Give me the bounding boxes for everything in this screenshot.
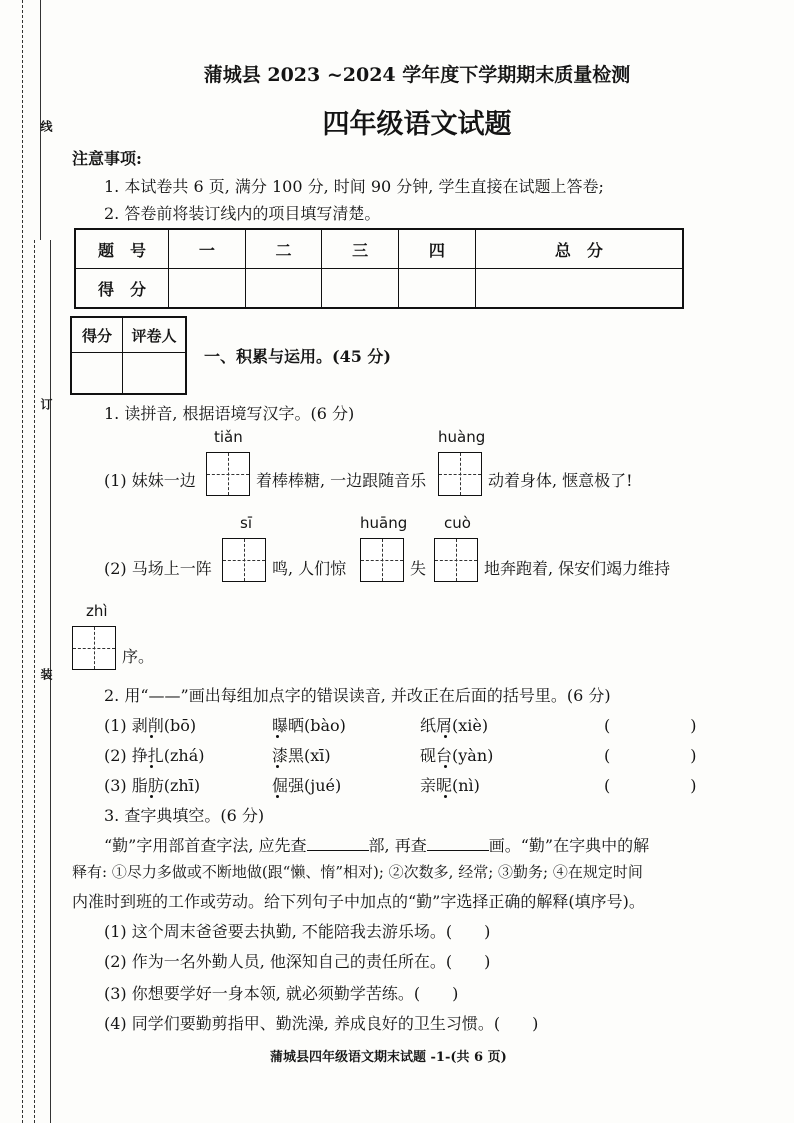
emphasis-dot	[276, 765, 279, 768]
q3-item-2: (2) 作为一名外勤人员, 他深知自己的责任所在。( )	[104, 952, 491, 971]
tianzige-box[interactable]	[206, 452, 250, 496]
score-table-col: 一	[169, 229, 246, 269]
tianzige-box[interactable]	[438, 452, 482, 496]
q3-line1-c: 画。“勤”在字典中的解	[488, 836, 650, 855]
grader-table	[70, 316, 187, 395]
q3-blank-strokes[interactable]	[427, 836, 489, 851]
q1-s1-part1: (1) 妹妹一边	[104, 471, 196, 490]
score-table-col: 总 分	[475, 229, 683, 269]
score-cell[interactable]	[169, 269, 246, 309]
q1-prompt: 1. 读拼音, 根据语境写汉字。(6 分)	[104, 404, 355, 423]
q1-s1-part3: 动着身体, 惬意极了!	[488, 471, 633, 490]
score-table-score-row	[75, 269, 683, 309]
section1-title: 一、积累与运用。(45 分)	[204, 347, 391, 366]
score-table-header-row	[75, 229, 683, 269]
paper-title: 四年级语文试题	[322, 109, 512, 140]
score-table-col: 二	[245, 229, 322, 269]
q3-item-4: (4) 同学们要勤剪指甲、勤洗澡, 养成良好的卫生习惯。( )	[104, 1014, 539, 1033]
binding-label-zhuang: 装	[39, 668, 53, 680]
q2-prompt: 2. 用“——”画出每组加点字的错误读音, 并改正在后面的括号里。(6 分)	[104, 686, 611, 705]
q2-row3-a: (3) 脂肪(zhī)	[104, 776, 201, 795]
q2-row1-b: 曝晒(bào)	[272, 716, 346, 735]
pinyin-zhi: zhì	[86, 602, 108, 620]
score-cell[interactable]	[475, 269, 683, 309]
q1-s2-part2: 鸣, 人们惊	[272, 559, 347, 578]
exam-title: 蒲城县 2023 ~2024 学年度下学期期末质量检测	[203, 64, 631, 86]
tianzige-box[interactable]	[434, 538, 478, 582]
notes-heading: 注意事项:	[72, 149, 142, 168]
binding-label-line: 线	[39, 120, 53, 132]
q2-row3-b: 倔强(jué)	[272, 776, 342, 795]
grader-name-cell[interactable]	[123, 353, 187, 395]
emphasis-dot	[276, 795, 279, 798]
binding-solid-line-lower	[50, 240, 51, 1123]
pinyin-huang2: huāng	[360, 514, 408, 532]
pinyin-si: sī	[240, 514, 252, 532]
notes-item-1: 1. 本试卷共 6 页, 满分 100 分, 时间 90 分钟, 学生直接在试题上答卷;	[104, 177, 604, 196]
q1-s1-part2: 着棒棒糖, 一边跟随音乐	[256, 471, 427, 490]
grader-score-label: 得分	[71, 317, 123, 353]
score-table-row-label: 题 号	[75, 229, 169, 269]
q1-s2-part1: (2) 马场上一阵	[104, 559, 212, 578]
notes-item-2: 2. 答卷前将装订线内的项目填写清楚。	[104, 204, 381, 223]
score-table-col: 四	[399, 229, 476, 269]
q1-s2-part4: 地奔跑着, 保安们竭力维持	[484, 559, 671, 578]
q2-row2-c: 砚台(yàn)	[420, 746, 494, 765]
q2-answer-bracket[interactable]: ( )	[604, 716, 697, 735]
q3-blank-radical[interactable]	[307, 836, 369, 851]
emphasis-dot	[150, 735, 153, 738]
q3-line1-b: 部, 再查	[368, 836, 427, 855]
score-cell[interactable]	[245, 269, 322, 309]
q2-row1-c: 纸屑(xiè)	[420, 716, 489, 735]
emphasis-dot	[444, 765, 447, 768]
tianzige-box[interactable]	[72, 626, 116, 670]
q3-prompt: 3. 查字典填空。(6 分)	[104, 806, 265, 825]
binding-dashed-line-inner	[34, 240, 35, 1123]
q2-row1-a: (1) 剥削(bō)	[104, 716, 197, 735]
binding-label-ding: 订	[39, 398, 53, 410]
q2-answer-bracket[interactable]: ( )	[604, 746, 697, 765]
score-table	[74, 228, 684, 309]
q3-item-3: (3) 你想要学好一身本领, 就必须勤学苦练。( )	[104, 984, 459, 1003]
q3-line3: 内准时到班的工作或劳动。给下列句子中加点的“勤”字选择正确的解释(填序号)。	[72, 892, 645, 911]
emphasis-dot	[444, 795, 447, 798]
tianzige-box[interactable]	[222, 538, 266, 582]
q2-row3-c: 亲昵(nì)	[420, 776, 480, 795]
emphasis-dot	[276, 735, 279, 738]
q2-row2-b: 漆黑(xī)	[272, 746, 331, 765]
q3-line1	[104, 833, 649, 856]
score-cell[interactable]	[399, 269, 476, 309]
q2-answer-bracket[interactable]: ( )	[604, 776, 697, 795]
q1-s2-part3: 失	[410, 559, 427, 578]
q1-s2-end: 序。	[122, 647, 155, 666]
binding-dashed-line-outer	[22, 0, 23, 1123]
page-footer: 蒲城县四年级语文期末试题 -1-(共 6 页)	[270, 1050, 507, 1065]
pinyin-cuo: cuò	[444, 514, 471, 532]
tianzige-box[interactable]	[360, 538, 404, 582]
score-table-col: 三	[322, 229, 399, 269]
q2-row2-a: (2) 挣扎(zhá)	[104, 746, 205, 765]
q3-item-1: (1) 这个周末爸爸要去执勤, 不能陪我去游乐场。( )	[104, 922, 491, 941]
score-cell[interactable]	[322, 269, 399, 309]
emphasis-dot	[150, 765, 153, 768]
grader-name-label: 评卷人	[123, 317, 187, 353]
score-table-row-label: 得 分	[75, 269, 169, 309]
pinyin-tian: tiǎn	[214, 428, 243, 446]
grader-score-cell[interactable]	[71, 353, 123, 395]
q3-line2: 释有: ①尽力多做或不断地做(跟“懒、惰”相对); ②次数多, 经常; ③勤务; ④在规定时间	[72, 863, 643, 881]
emphasis-dot	[444, 735, 447, 738]
q3-line1-a: “勤”字用部首查字法, 应先查	[104, 836, 307, 855]
emphasis-dot	[150, 795, 153, 798]
pinyin-huang: huàng	[438, 428, 486, 446]
